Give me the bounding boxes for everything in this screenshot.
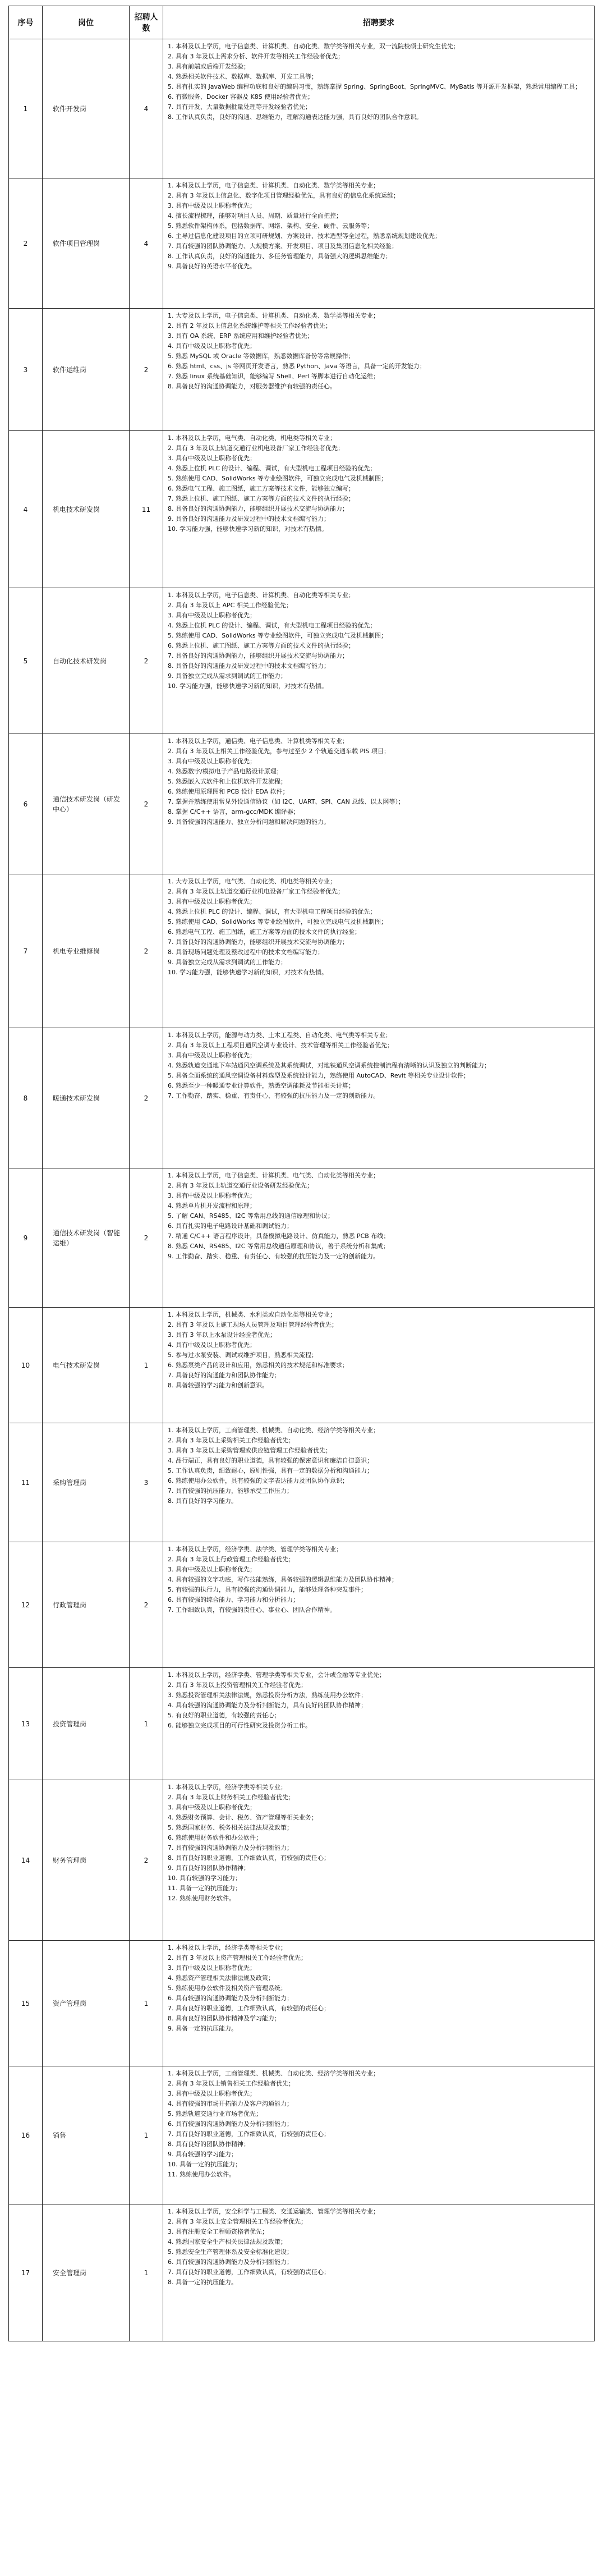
- position-name: 机电专业维修岗: [43, 874, 130, 1028]
- requirement-item: 7. 熟悉上位机、施工图纸、施工方案等方面的技术文件的执行经验；: [168, 495, 355, 502]
- hiring-count: 1: [130, 1668, 163, 1780]
- requirement-item: 9. 具备良好的沟通能力及研发过程中的技术文档编写能力；: [168, 515, 330, 522]
- requirement-item: 8. 具备一定的抗压能力。: [168, 2279, 237, 2286]
- requirement-item: 4. 擅长流程梳理，能够对项目人员、周期、质量进行全面把控；: [168, 212, 342, 219]
- requirements-cell: [163, 1668, 595, 1780]
- header-requirements: 招聘要求: [163, 6, 595, 39]
- table-header-row: [9, 6, 595, 39]
- requirement-item: 9. 具有良好的团队协作精神；: [168, 1864, 250, 1872]
- header-no: 序号: [9, 6, 43, 39]
- hiring-count: 2: [130, 1168, 163, 1308]
- document-page: [8, 6, 595, 2341]
- hiring-count: 2: [130, 1542, 163, 1668]
- table-row: [9, 309, 595, 431]
- requirement-item: 9. 工作勤奋、踏实、稳重、有责任心、有较强的抗压能力及一定的创新能力。: [168, 1253, 379, 1260]
- requirements-cell: [163, 1028, 595, 1168]
- requirement-item: 8. 具备较强的学习能力和创新意识。: [168, 1382, 268, 1389]
- requirement-item: 3. 熟悉投资管理相关法律法规，熟悉投资分析方法，熟练使用办公软件；: [168, 1692, 367, 1699]
- requirement-item: 4. 熟悉上位机 PLC 的设计、编程、调试，有大型机电工程项目经验的优先；: [168, 465, 376, 472]
- requirement-item: 7. 具有较强的团队协调能力、大规模方案、开发项目、项目及集团信息化相关经验；: [168, 242, 398, 250]
- position-name: 通信技术研发岗（智能运维）: [43, 1168, 130, 1308]
- requirement-item: 8. 熟悉 CAN、RS485、I2C 等常用总线通信原理和协议，善于系统分析和集成；: [168, 1243, 389, 1250]
- requirement-item: 5. 具有扎实的 JavaWeb 编程功底和良好的编码习惯，熟练掌握 Spring、SpringBoot、SpringMVC、MyBatis 等开源开发框架，熟悉常用编程工具；: [168, 83, 582, 90]
- requirement-item: 1. 本科及以上学历，工商管理类、机械类、自动化类、经济学类等相关专业；: [168, 2070, 379, 2077]
- table-row: [9, 1423, 595, 1542]
- requirement-item: 3. 具有 3 年及以上采购管理或供应链管理工作经验者优先；: [168, 1447, 332, 1454]
- recruitment-table: [8, 6, 595, 2341]
- requirement-item: 1. 本科及以上学历，机械类、水利类或自动化类等相关专业；: [168, 1311, 336, 1318]
- requirement-item: 6. 熟练使用财务软件和办公软件；: [168, 1834, 262, 1841]
- requirement-item: 2. 具有 3 年及以上轨道交通行业设备研发经验优先；: [168, 1182, 313, 1189]
- requirements-cell: [163, 874, 595, 1028]
- position-name: 软件开发岗: [43, 39, 130, 178]
- requirements-cell: [163, 2066, 595, 2204]
- requirement-item: 4. 品行端正，具有良好的职业道德，具有较强的保密意识和廉洁自律意识；: [168, 1457, 373, 1464]
- row-number: 1: [9, 39, 43, 178]
- table-body: [9, 39, 595, 2341]
- hiring-count: 4: [130, 178, 163, 309]
- requirements-cell: [163, 431, 595, 588]
- row-number: 10: [9, 1308, 43, 1423]
- requirements-cell: [163, 1542, 595, 1668]
- table-row: [9, 734, 595, 874]
- requirement-item: 5. 有良好的职业道德，有较强的责任心；: [168, 1712, 280, 1719]
- requirement-item: 9. 具备一定的抗压能力。: [168, 2025, 237, 2032]
- position-name: 通信技术研发岗（研发中心）: [43, 734, 130, 874]
- requirement-item: 11. 具备一定的抗压能力；: [168, 1885, 241, 1892]
- row-number: 4: [9, 431, 43, 588]
- requirement-item: 5. 具备全面系统的通风空调设备材料选型及系统设计能力，熟练使用 AutoCAD、Revit 等相关专业设计软件；: [168, 1072, 469, 1079]
- requirement-item: 1. 本科及以上学历，安全科学与工程类、交通运输类、管理学类等相关专业；: [168, 2208, 379, 2215]
- hiring-count: 2: [130, 734, 163, 874]
- table-row: [9, 2066, 595, 2204]
- requirement-item: 1. 本科及以上学历，电子信息类、计算机类、自动化类等相关专业；: [168, 592, 355, 599]
- requirement-item: 8. 具有良好的职业道德，工作细致认真，有较强的责任心；: [168, 1854, 330, 1862]
- requirement-item: 4. 熟悉资产管理相关法律法规及政策；: [168, 1974, 274, 1982]
- requirement-item: 5. 工作认真负责，细致耐心，原则性强，具有一定的数据分析和沟通能力；: [168, 1467, 373, 1474]
- requirement-item: 3. 具有 3 年以上水泵设计经验者优先；: [168, 1331, 276, 1339]
- position-name: 财务管理岗: [43, 1780, 130, 1941]
- requirement-item: 1. 本科及以上学历，能源与动力类、土木工程类、自动化类、电气类等相关专业；: [168, 1032, 392, 1039]
- requirement-item: 7. 工作勤奋、踏实、稳重、有责任心、有较强的抗压能力及一定的创新能力。: [168, 1092, 379, 1099]
- hiring-count: 4: [130, 39, 163, 178]
- table-row: [9, 1668, 595, 1780]
- row-number: 14: [9, 1780, 43, 1941]
- requirement-item: 6. 熟练使用办公软件，具有较强的文字表达能力及团队协作意识；: [168, 1477, 348, 1484]
- requirement-item: 5. 熟悉安全生产管理体系及安全标准化建设；: [168, 2248, 293, 2256]
- requirement-item: 3. 具有 OA 系统、ERP 系统应用和维护经验者优先；: [168, 332, 314, 340]
- row-number: 3: [9, 309, 43, 431]
- requirement-item: 3. 具有中级及以上职称者优先；: [168, 202, 256, 209]
- requirement-item: 4. 熟悉数字/模拟电子产品电路设计原理；: [168, 768, 283, 775]
- requirement-item: 7. 熟悉 linux 系统基础知识，能够编写 Shell、Perl 等脚本进行自动化运维；: [168, 373, 379, 380]
- requirement-item: 1. 本科及以上学历，通信类、电子信息类、计算机类等相关专业；: [168, 737, 348, 745]
- requirement-item: 2. 具有 3 年及以上行政管理工作经验者优先；: [168, 1556, 294, 1563]
- requirement-item: 5. 熟练使用 CAD、SolidWorks 等专业绘图软件，可独立完成电气及机械制图；: [168, 918, 388, 925]
- position-name: 自动化技术研发岗: [43, 588, 130, 734]
- position-name: 行政管理岗: [43, 1542, 130, 1668]
- requirement-item: 6. 有微服务、Docker 容器及 K8S 使用经验者优先；: [168, 93, 314, 100]
- requirement-item: 2. 具有 3 年及以上资产管理相关工作经验者优先；: [168, 1954, 307, 1961]
- requirement-item: 4. 熟悉财务预算、会计、税务、资产管理等相关业务；: [168, 1814, 317, 1821]
- requirement-item: 7. 具有良好的职业道德，工作细致认真，有较强的责任心；: [168, 2005, 330, 2012]
- table-row: [9, 1308, 595, 1423]
- row-number: 9: [9, 1168, 43, 1308]
- requirement-item: 2. 具有 3 年及以上信息化、数字化项目管理经验优先，具有良好的信息化系统运维；: [168, 192, 399, 199]
- requirement-item: 2. 具有 3 年及以上轨道交通行业机电设备厂家工作经验者优先；: [168, 444, 344, 452]
- requirement-item: 10. 学习能力强，能够快速学习新的知识，对技术有热情。: [168, 682, 328, 690]
- requirement-item: 5. 熟悉轨道交通行业市场者优先；: [168, 2110, 262, 2117]
- hiring-count: 2: [130, 1028, 163, 1168]
- position-name: 安全管理岗: [43, 2204, 130, 2341]
- requirement-item: 2. 具有 3 年及以上需求分析、软件开发等相关工作经验者优先；: [168, 53, 344, 60]
- requirement-item: 6. 熟悉电气工程、施工图纸，施工方案等技术文件，能够独立编写；: [168, 485, 355, 492]
- requirements-cell: [163, 1780, 595, 1941]
- requirements-cell: [163, 734, 595, 874]
- requirement-item: 8. 具备良好的沟通能力及研发过程中的技术文档编写能力；: [168, 662, 330, 670]
- requirement-item: 5. 熟悉软件架构体系，包括数据库、网络、架构、安全、硬件、云服务等；: [168, 222, 373, 230]
- requirement-item: 3. 具有中级及以上职称者优先；: [168, 612, 256, 619]
- requirement-item: 6. 能够独立完成项目的可行性研究及投资分析工作。: [168, 1722, 311, 1729]
- requirement-item: 9. 具备良好的英语水平者优先。: [168, 263, 256, 270]
- requirement-item: 9. 具有较强的学习能力；: [168, 2151, 237, 2158]
- requirement-item: 7. 掌握并熟练使用常见外设通信协议（如 I2C、UART、SPI、CAN 总线、以太网等）；: [168, 798, 404, 805]
- requirement-item: 2. 具有 3 年及以上轨道交通行业机电设备厂家工作经验者优先；: [168, 888, 344, 895]
- requirement-item: 10. 具备一定的抗压能力；: [168, 2161, 241, 2168]
- table-row: [9, 874, 595, 1028]
- hiring-count: 1: [130, 2204, 163, 2341]
- row-number: 6: [9, 734, 43, 874]
- requirement-item: 1. 本科及以上学历，经济学类等相关专业；: [168, 1784, 287, 1791]
- row-number: 16: [9, 2066, 43, 2204]
- requirement-item: 3. 具有中级及以上职称者优先；: [168, 898, 256, 905]
- row-number: 5: [9, 588, 43, 734]
- row-number: 8: [9, 1028, 43, 1168]
- requirement-item: 4. 具有较强的市场开拓能力及客户沟通能力；: [168, 2100, 293, 2107]
- requirement-item: 3. 具有中级及以上职称者优先；: [168, 758, 256, 765]
- requirement-item: 5. 熟悉 MySQL 或 Oracle 等数据库，熟悉数据库备份等常规操作；: [168, 352, 355, 360]
- requirement-item: 4. 熟悉国家安全生产相关法律法规及政策；: [168, 2238, 287, 2245]
- requirement-item: 8. 掌握 C/C++ 语言，arm-gcc/MDK 编译器；: [168, 808, 300, 815]
- requirement-item: 4. 熟悉单片机开发流程和原理；: [168, 1202, 256, 1209]
- hiring-count: 1: [130, 1308, 163, 1423]
- requirement-item: 4. 熟悉相关软件技术、数据库、数据库、开发工具等；: [168, 73, 317, 80]
- requirements-cell: [163, 178, 595, 309]
- requirement-item: 8. 具有良好的团队协作精神；: [168, 2140, 250, 2148]
- position-name: 电气技术研发岗: [43, 1308, 130, 1423]
- requirement-item: 7. 具备良好的沟通协调能力，能够组织开展技术交流与协调能力；: [168, 938, 348, 946]
- requirement-item: 9. 具备独立完成从需求到调试的工作能力；: [168, 959, 287, 966]
- requirements-cell: [163, 1423, 595, 1542]
- requirement-item: 1. 本科及以上学历，电子信息类、计算机类、自动化类、数学类等相关专业，双一流院校硕士研究生优先；: [168, 43, 459, 50]
- requirement-item: 2. 具有 3 年及以上销售相关工作经验者优先；: [168, 2080, 294, 2087]
- requirement-item: 6. 熟练使用原理图和 PCB 设计 EDA 软件；: [168, 788, 289, 795]
- position-name: 采购管理岗: [43, 1423, 130, 1542]
- requirement-item: 5. 熟悉国家财务、税务相关法律法规及政策；: [168, 1824, 293, 1831]
- position-name: 机电技术研发岗: [43, 431, 130, 588]
- requirement-item: 7. 具有良好的职业道德，工作细致认真，有较强的责任心；: [168, 2130, 330, 2138]
- requirement-item: 3. 具有中级及以上职称者优先；: [168, 2090, 256, 2097]
- requirement-item: 3. 具有中级及以上职称者优先；: [168, 1566, 256, 1573]
- requirement-item: 1. 大专及以上学历，电气类、自动化类、机电类等相关专业；: [168, 878, 336, 885]
- requirement-item: 2. 具有 3 年及以上财务相关工作经验者优先；: [168, 1794, 294, 1801]
- requirements-cell: [163, 588, 595, 734]
- requirement-item: 6. 具有较强的沟通协调能力及分析判断能力；: [168, 2258, 293, 2266]
- row-number: 17: [9, 2204, 43, 2341]
- requirement-item: 4. 熟悉上位机 PLC 的设计、编程、调试，有大型机电工程项目经验的优先；: [168, 908, 376, 915]
- requirement-item: 8. 具备良好的沟通协调能力，能够组织开展技术交流与协调能力；: [168, 505, 348, 512]
- requirement-item: 5. 有较强的执行力，具有较强的沟通协调能力，能够处理各种突发事件；: [168, 1586, 367, 1593]
- requirement-item: 1. 本科及以上学历，经济学类、管理学类等相关专业，会计或金融等专业优先；: [168, 1671, 385, 1679]
- requirement-item: 3. 具有中级及以上职称者优先；: [168, 1192, 256, 1199]
- requirement-item: 7. 具有良好的职业道德，工作细致认真，有较强的责任心；: [168, 2268, 330, 2276]
- requirement-item: 4. 熟悉上位机 PLC 的设计、编程、调试，有大型机电工程项目经验的优先；: [168, 622, 376, 629]
- requirement-item: 1. 本科及以上学历，电子信息类、计算机类、自动化类、数学类等相关专业；: [168, 182, 379, 189]
- table-row: [9, 1780, 595, 1941]
- table-row: [9, 39, 595, 178]
- requirement-item: 7. 精通 C/C++ 语言程序设计，具备模拟电路设计、仿真能力，熟悉 PCB 布线；: [168, 1232, 390, 1240]
- requirement-item: 2. 具有 2 年及以上信息化系统维护等相关工作经验者优先；: [168, 322, 332, 329]
- requirement-item: 9. 具备较强的沟通能力、独立分析问题和解决问题的能力。: [168, 818, 330, 826]
- requirement-item: 6. 熟悉泵类产品的设计和应用，熟悉相关的技术规范和标准要求；: [168, 1362, 348, 1369]
- requirement-item: 3. 具有中级及以上职称者优先；: [168, 1052, 256, 1059]
- requirement-item: 6. 熟悉 html、css、js 等网页开发语言，熟悉 Python、Java 等语言，具备一定的开发能力；: [168, 363, 426, 370]
- requirement-item: 10. 学习能力强，能够快速学习新的知识，对技术有热情。: [168, 969, 328, 976]
- requirement-item: 1. 大专及以上学历，电子信息类、计算机类、自动化类、数学类等相关专业；: [168, 312, 379, 319]
- requirement-item: 7. 具有开发、大量数据批量处理等开发经验者优先；: [168, 103, 311, 111]
- requirements-cell: [163, 1941, 595, 2066]
- requirement-item: 6. 熟悉至少一种暖通专业计算软件，熟悉空调能耗及节能相关计算；: [168, 1082, 355, 1089]
- requirement-item: 1. 本科及以上学历，电子信息类、计算机类、电气类、自动化类等相关专业；: [168, 1172, 379, 1179]
- row-number: 11: [9, 1423, 43, 1542]
- requirement-item: 6. 具有较强的沟通协调能力及分析判断能力；: [168, 1995, 293, 2002]
- requirement-item: 2. 具有 3 年及以上施工现场人员管理及项目管理经验者优先；: [168, 1321, 338, 1328]
- requirement-item: 8. 工作认真负责，良好的沟通能力、多任务管理能力，具备强大的逻辑思维能力；: [168, 253, 392, 260]
- header-count: 招聘人数: [130, 6, 163, 39]
- row-number: 12: [9, 1542, 43, 1668]
- requirement-item: 6. 主导过信息化建设项目的立项可研规划、方案设计、技术选型等全过程，熟悉系统规划建设优先；: [168, 232, 441, 240]
- requirement-item: 5. 熟练使用 CAD、SolidWorks 等专业绘图软件，可独立完成电气及机械制图；: [168, 632, 388, 639]
- hiring-count: 1: [130, 1941, 163, 2066]
- requirement-item: 11. 熟练使用办公软件。: [168, 2171, 235, 2178]
- requirement-item: 7. 具有较强的沟通协调能力及分析判断能力；: [168, 1844, 293, 1851]
- requirement-item: 2. 具有 3 年及以上采购相关工作经验者优先；: [168, 1437, 294, 1444]
- requirements-cell: [163, 1168, 595, 1308]
- requirement-item: 12. 熟练使用财务软件。: [168, 1895, 235, 1902]
- header-position: 岗位: [43, 6, 130, 39]
- row-number: 15: [9, 1941, 43, 2066]
- requirement-item: 10. 具有较强的学习能力；: [168, 1874, 241, 1882]
- requirement-item: 1. 本科及以上学历，工商管理类、机械类、自动化类、经济学类等相关专业；: [168, 1427, 379, 1434]
- requirement-item: 10. 学习能力强，能够快速学习新的知识，对技术有热情。: [168, 525, 328, 533]
- requirement-item: 5. 熟练使用 CAD、SolidWorks 等专业绘图软件，可独立完成电气及机械制图；: [168, 475, 388, 482]
- table-row: [9, 588, 595, 734]
- requirement-item: 4. 具有中级及以上职称者优先；: [168, 342, 256, 350]
- requirement-item: 5. 参与过水泵安装、调试或维护项目，熟悉相关流程；: [168, 1351, 317, 1359]
- requirement-item: 6. 具有较强的沟通协调能力及分析判断能力；: [168, 2120, 293, 2128]
- requirements-cell: [163, 2204, 595, 2341]
- position-name: 软件项目管理岗: [43, 178, 130, 309]
- requirement-item: 9. 具备独立完成从需求到调试的工作能力；: [168, 672, 287, 680]
- requirement-item: 5. 熟练使用办公软件及相关资产管理系统；: [168, 1984, 287, 1992]
- requirement-item: 3. 具有中级及以上职称者优先；: [168, 1964, 256, 1972]
- requirement-item: 6. 具有扎实的电子电路设计基础和调试能力；: [168, 1222, 293, 1230]
- requirement-item: 5. 了解 CAN、RS485、I2C 等常用总线的通信原理和协议；: [168, 1212, 334, 1220]
- hiring-count: 2: [130, 588, 163, 734]
- row-number: 13: [9, 1668, 43, 1780]
- row-number: 7: [9, 874, 43, 1028]
- requirement-item: 6. 熟悉电气工程、施工图纸，施工方案等方面的技术文件的执行经验；: [168, 928, 361, 936]
- requirement-item: 8. 具有良好的学习能力。: [168, 1497, 237, 1505]
- position-name: 销售: [43, 2066, 130, 2204]
- position-name: 资产管理岗: [43, 1941, 130, 2066]
- hiring-count: 1: [130, 2066, 163, 2204]
- requirement-item: 2. 具有 3 年及以上 APC 相关工作经验优先；: [168, 602, 292, 609]
- hiring-count: 2: [130, 1780, 163, 1941]
- requirements-cell: [163, 39, 595, 178]
- hiring-count: 2: [130, 874, 163, 1028]
- requirements-cell: [163, 1308, 595, 1423]
- requirement-item: 3. 具有前端或后端开发经验；: [168, 63, 250, 70]
- requirements-cell: [163, 309, 595, 431]
- table-row: [9, 1542, 595, 1668]
- hiring-count: 2: [130, 309, 163, 431]
- requirement-item: 7. 具备良好的沟通协调能力，能够组织开展技术交流与协调能力；: [168, 652, 348, 659]
- hiring-count: 11: [130, 431, 163, 588]
- row-number: 2: [9, 178, 43, 309]
- requirement-item: 1. 本科及以上学历，经济学类、法学类、管理学类等相关专业；: [168, 1546, 342, 1553]
- requirement-item: 1. 本科及以上学历，经济学类等相关专业；: [168, 1944, 287, 1951]
- position-name: 暖通技术研发岗: [43, 1028, 130, 1168]
- table-row: [9, 431, 595, 588]
- requirement-item: 3. 具有注册安全工程师资格者优先；: [168, 2228, 268, 2235]
- requirement-item: 4. 具有中级及以上职称者优先；: [168, 1341, 256, 1349]
- requirement-item: 6. 熟悉上位机、施工图纸、施工方案等方面的技术文件的执行经验；: [168, 642, 355, 649]
- requirement-item: 8. 具有良好的团队协作精神及学习能力；: [168, 2015, 280, 2022]
- requirement-item: 3. 具有中级及以上职称者优先；: [168, 455, 256, 462]
- hiring-count: 3: [130, 1423, 163, 1542]
- requirement-item: 2. 具有 3 年及以上投资管理相关工作经验者优先；: [168, 1681, 307, 1689]
- table-row: [9, 1941, 595, 2066]
- requirement-item: 5. 熟悉嵌入式软件和上位机软件开发流程；: [168, 778, 287, 785]
- table-row: [9, 1028, 595, 1168]
- position-name: 投资管理岗: [43, 1668, 130, 1780]
- requirement-item: 2. 具有 3 年及以上相关工作经验优先，参与过至少 2 个轨道交通车载 PIS 项目；: [168, 748, 390, 755]
- requirement-item: 8. 具备现场问题处理及整改过程中的技术文档编写能力；: [168, 948, 324, 956]
- requirement-item: 8. 工作认真负责，良好的沟通、思维能力，理解沟通表达能力强，具有良好的团队合作意识。: [168, 113, 422, 121]
- requirement-item: 6. 具有较强的综合能力、学习能力和分析能力；: [168, 1596, 299, 1603]
- requirement-item: 4. 具有较强的文字功底，写作技能熟练，具备较强的逻辑思维能力及团队协作精神；: [168, 1576, 398, 1583]
- requirement-item: 7. 具备良好的沟通能力和团队协作能力；: [168, 1372, 280, 1379]
- requirement-item: 7. 工作细致认真，有较强的责任心、事业心、团队合作精神。: [168, 1606, 336, 1614]
- table-row: [9, 1168, 595, 1308]
- requirement-item: 7. 具有较强的抗压能力，能够承受工作压力；: [168, 1487, 293, 1495]
- requirement-item: 8. 具备良好的沟通协调能力，对服务器维护有较强的责任心。: [168, 383, 336, 390]
- requirement-item: 2. 具有 3 年及以上安全管理相关工作经验者优先；: [168, 2218, 307, 2225]
- requirement-item: 3. 具有中级及以上职称者优先；: [168, 1804, 256, 1811]
- requirement-item: 4. 熟悉轨道交通地下车站通风空调系统及其系统调试，对地铁通风空调系统控制流程有清晰的认识及独立的判断能力；: [168, 1062, 490, 1069]
- requirement-item: 1. 本科及以上学历，电气类、自动化类、机电类等相关专业；: [168, 434, 336, 442]
- position-name: 软件运维岗: [43, 309, 130, 431]
- table-row: [9, 2204, 595, 2341]
- table-row: [9, 178, 595, 309]
- requirement-item: 4. 具有较强的沟通协调能力及分析判断能力，具有良好的团队协作精神；: [168, 1702, 367, 1709]
- requirement-item: 2. 具有 3 年及以上工程项目通风空调专业设计、技术管理等相关工作经验者优先；: [168, 1042, 393, 1049]
